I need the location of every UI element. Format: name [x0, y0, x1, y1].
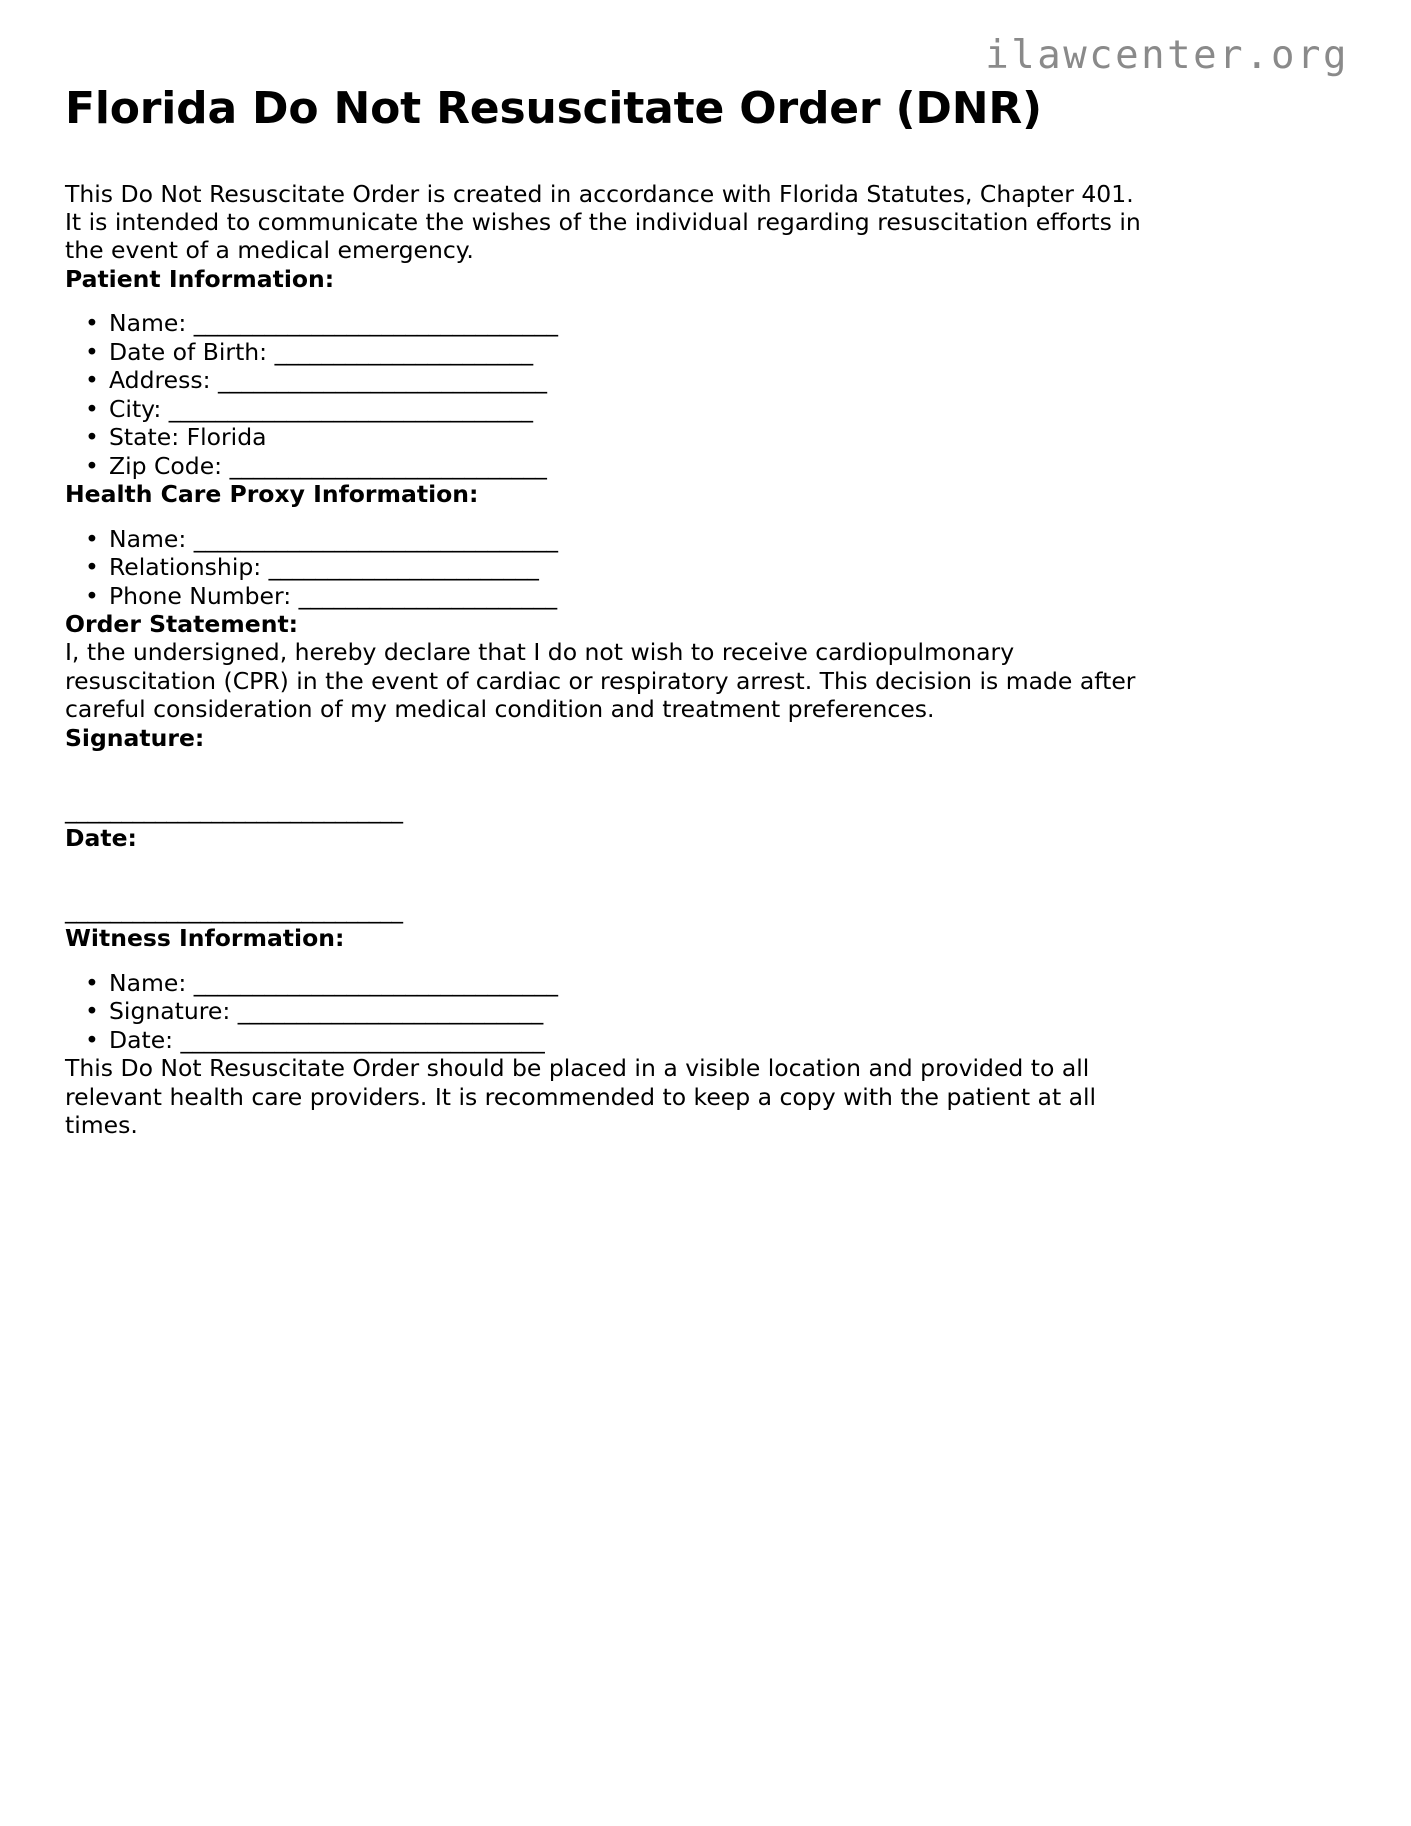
list-item: • Relationship: _______________________: [109, 553, 1346, 582]
health-care-proxy-heading: Health Care Proxy Information:: [65, 480, 479, 509]
list-item: • Address: ____________________________: [109, 366, 1346, 395]
closing-paragraph: This Do Not Resuscitate Order should be placed in a visible location and provided to all relevant health care providers. It is recommended to keep a copy with the patient at all times.: [65, 1054, 1097, 1140]
intro-paragraph: This Do Not Resuscitate Order is created in accordance with Florida Statutes, Chapter 401. It is intended to communicate the wishes of the individual regarding resuscitation efforts in the event of a medical emergency.: [65, 179, 1141, 265]
patient-information-heading: Patient Information:: [65, 264, 335, 293]
list-item: • Zip Code: ___________________________: [109, 452, 1346, 481]
date-heading: Date:: [65, 823, 137, 852]
list-item: • Phone Number: ______________________: [109, 582, 1346, 611]
list-item: • State: Florida: [109, 423, 1346, 452]
order-statement-heading: Order Statement:: [65, 610, 299, 639]
site-watermark: ilawcenter.org: [985, 33, 1349, 78]
list-item: • Signature: __________________________: [109, 997, 1346, 1026]
signature-blank-line: ______________________________: [65, 795, 403, 824]
patient-information-list: [65, 309, 1346, 480]
list-item: • Date: _______________________________: [109, 1026, 1346, 1055]
list-item: • City: _______________________________: [109, 395, 1346, 424]
list-item: • Name: _______________________________: [109, 969, 1346, 998]
list-item: • Date of Birth: ______________________: [109, 338, 1346, 367]
health-care-proxy-list: [65, 525, 1346, 611]
date-blank-line: ______________________________: [65, 896, 403, 925]
intro-block: [65, 180, 1346, 265]
page-title: Florida Do Not Resuscitate Order (DNR): [65, 83, 1042, 134]
order-statement-paragraph: I, the undersigned, hereby declare that I do not wish to receive cardiopulmonary resuscitation (CPR) in the event of cardiac or respiratory arrest. This decision is made after careful consideration of my medical condition and treatment preferences.: [65, 638, 1136, 724]
list-item: • Name: _______________________________: [109, 525, 1346, 554]
list-item: • Name: _______________________________: [109, 309, 1346, 338]
signature-heading: Signature:: [65, 723, 205, 752]
witness-information-list: [65, 969, 1346, 1055]
witness-information-heading: Witness Information:: [65, 924, 345, 953]
